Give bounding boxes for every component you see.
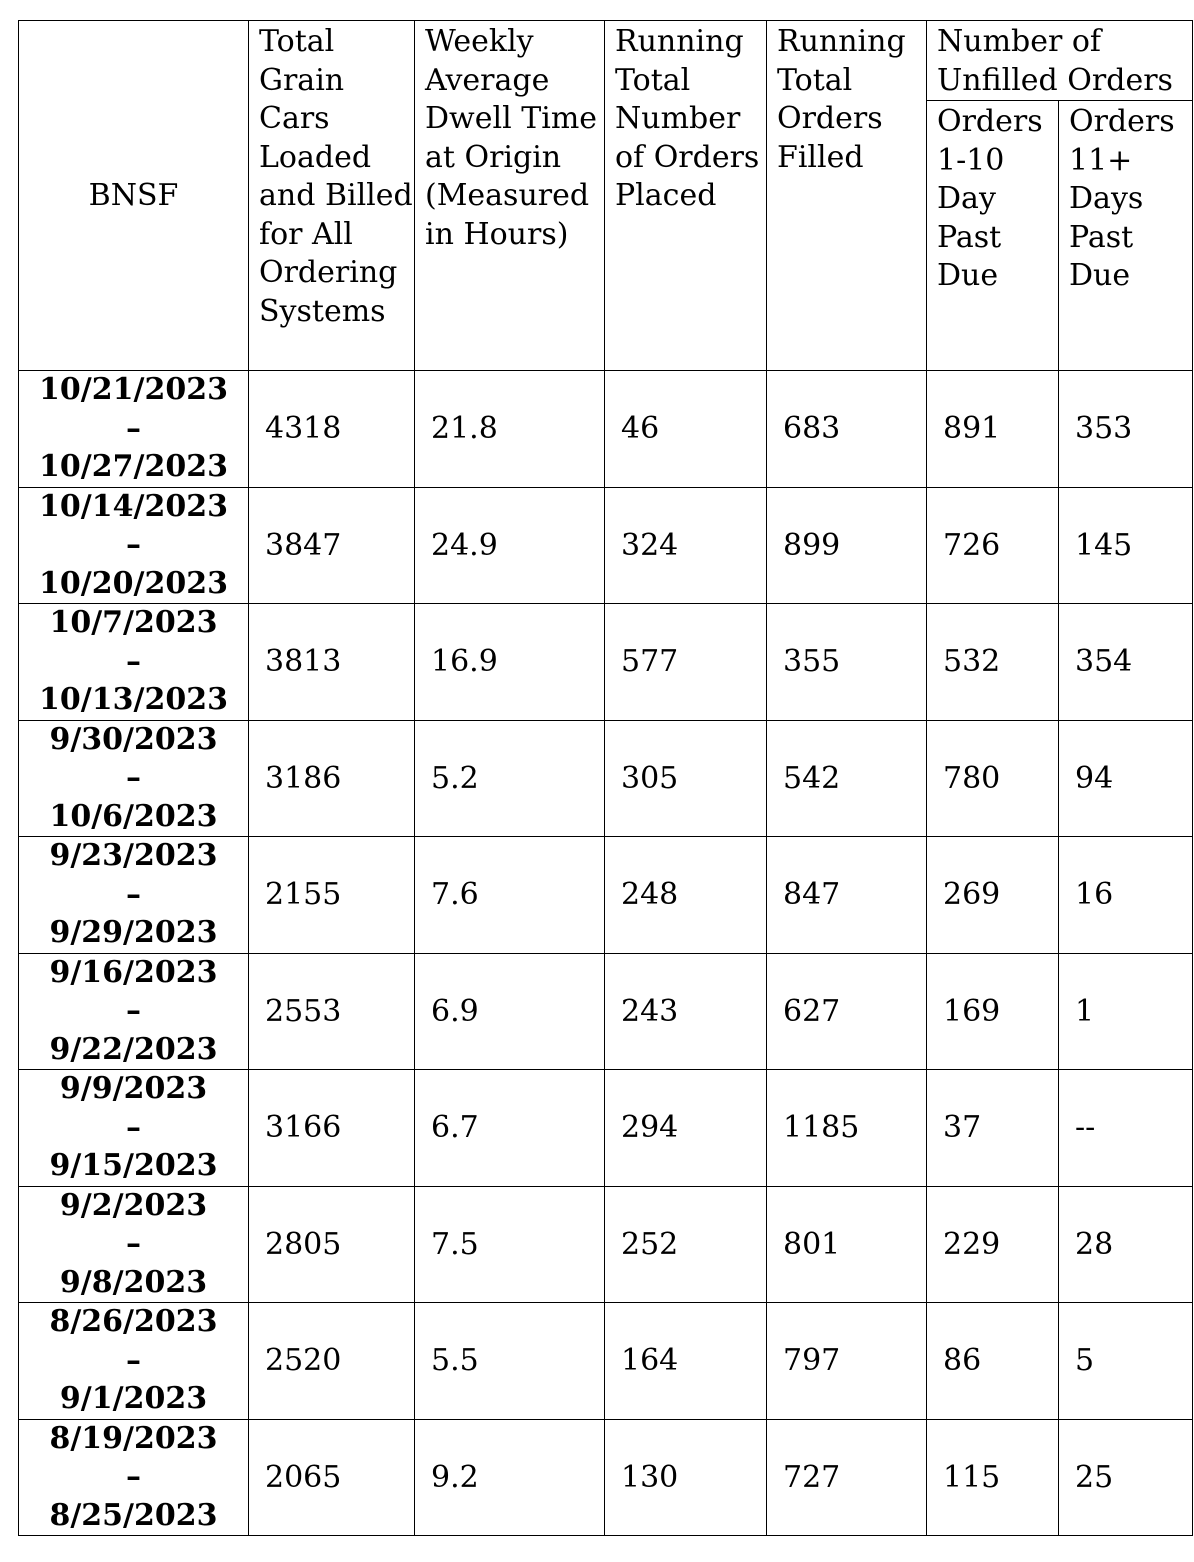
cell-dwell: 7.5 bbox=[415, 1186, 605, 1303]
date-range-cell bbox=[19, 1419, 249, 1536]
date-range-cell bbox=[19, 604, 249, 721]
header-past-due-11-plus: Orders 11+ Days Past Due bbox=[1059, 101, 1193, 371]
cell-past-due-1-10: 229 bbox=[927, 1186, 1059, 1303]
cell-dwell: 16.9 bbox=[415, 604, 605, 721]
header-row-1 bbox=[19, 21, 1193, 101]
cell-orders-filled: 727 bbox=[767, 1419, 927, 1536]
cell-dwell: 7.6 bbox=[415, 837, 605, 954]
cell-orders-placed: 294 bbox=[605, 1070, 767, 1187]
cell-total-cars: 4318 bbox=[249, 371, 415, 488]
date-range-cell bbox=[19, 371, 249, 488]
cell-past-due-11-plus: 353 bbox=[1059, 371, 1193, 488]
date-range-end: 9/1/2023 bbox=[59, 1381, 208, 1416]
table-row bbox=[19, 1303, 1193, 1420]
header-total-cars: Total Grain Cars Loaded and Billed for All Ordering Systems bbox=[249, 21, 415, 371]
table-row bbox=[19, 604, 1193, 721]
cell-orders-placed: 577 bbox=[605, 604, 767, 721]
cell-past-due-11-plus: 28 bbox=[1059, 1186, 1193, 1303]
cell-orders-filled: 355 bbox=[767, 604, 927, 721]
date-range-end: 10/13/2023 bbox=[39, 682, 228, 717]
cell-total-cars: 3847 bbox=[249, 487, 415, 604]
cell-orders-filled: 542 bbox=[767, 720, 927, 837]
cell-total-cars: 3186 bbox=[249, 720, 415, 837]
cell-past-due-1-10: 86 bbox=[927, 1303, 1059, 1420]
cell-orders-placed: 46 bbox=[605, 371, 767, 488]
table-row bbox=[19, 953, 1193, 1070]
date-range-cell bbox=[19, 1303, 249, 1420]
cell-orders-placed: 305 bbox=[605, 720, 767, 837]
date-range-start: 10/14/2023 bbox=[39, 488, 228, 524]
cell-total-cars: 2520 bbox=[249, 1303, 415, 1420]
header-orders-filled: Running Total Orders Filled bbox=[767, 21, 927, 371]
date-range-cell bbox=[19, 720, 249, 837]
cell-orders-filled: 627 bbox=[767, 953, 927, 1070]
date-range-start: 9/2/2023 bbox=[59, 1187, 208, 1223]
date-range-end: 9/15/2023 bbox=[49, 1148, 218, 1183]
header-dwell-time: Weekly Average Dwell Time at Origin (Measured in Hours) bbox=[415, 21, 605, 371]
cell-past-due-1-10: 532 bbox=[927, 604, 1059, 721]
grain-car-table bbox=[18, 20, 1193, 1536]
cell-orders-filled: 847 bbox=[767, 837, 927, 954]
header-bnsf: BNSF bbox=[19, 21, 249, 371]
cell-past-due-1-10: 891 bbox=[927, 371, 1059, 488]
date-range-sep: – bbox=[126, 1226, 141, 1261]
cell-total-cars: 3166 bbox=[249, 1070, 415, 1187]
date-range-sep: – bbox=[126, 1109, 141, 1145]
date-range-sep: – bbox=[126, 1342, 141, 1378]
cell-orders-placed: 324 bbox=[605, 487, 767, 604]
cell-orders-placed: 252 bbox=[605, 1186, 767, 1303]
date-range-start: 9/30/2023 bbox=[49, 721, 218, 757]
date-range-end: 10/20/2023 bbox=[39, 565, 228, 601]
date-range-start: 8/19/2023 bbox=[49, 1420, 218, 1456]
cell-dwell: 6.9 bbox=[415, 953, 605, 1070]
date-range-start: 9/16/2023 bbox=[49, 954, 218, 990]
date-range-sep: – bbox=[126, 760, 141, 795]
cell-orders-placed: 130 bbox=[605, 1419, 767, 1536]
date-range-cell bbox=[19, 837, 249, 954]
header-orders-placed: Running Total Number of Orders Placed bbox=[605, 21, 767, 371]
cell-orders-placed: 243 bbox=[605, 953, 767, 1070]
cell-past-due-1-10: 37 bbox=[927, 1070, 1059, 1187]
date-range-sep: – bbox=[126, 876, 141, 912]
cell-orders-filled: 797 bbox=[767, 1303, 927, 1420]
cell-dwell: 5.5 bbox=[415, 1303, 605, 1420]
date-range-start: 8/26/2023 bbox=[49, 1304, 218, 1339]
cell-total-cars: 2805 bbox=[249, 1186, 415, 1303]
table-row bbox=[19, 1419, 1193, 1536]
date-range-end: 9/8/2023 bbox=[59, 1264, 208, 1300]
date-range-end: 8/25/2023 bbox=[49, 1497, 218, 1533]
date-range-cell bbox=[19, 1070, 249, 1187]
cell-dwell: 6.7 bbox=[415, 1070, 605, 1187]
table-header bbox=[19, 21, 1193, 371]
cell-total-cars: 2155 bbox=[249, 837, 415, 954]
cell-past-due-1-10: 726 bbox=[927, 487, 1059, 604]
date-range-end: 10/6/2023 bbox=[49, 798, 218, 834]
date-range-end: 9/22/2023 bbox=[49, 1031, 218, 1067]
table-row bbox=[19, 487, 1193, 604]
date-range-start: 10/7/2023 bbox=[49, 605, 218, 640]
cell-dwell: 24.9 bbox=[415, 487, 605, 604]
table-row bbox=[19, 720, 1193, 837]
date-range-sep: – bbox=[126, 1459, 141, 1494]
cell-past-due-11-plus: 145 bbox=[1059, 487, 1193, 604]
cell-past-due-11-plus: 25 bbox=[1059, 1419, 1193, 1536]
cell-dwell: 9.2 bbox=[415, 1419, 605, 1536]
date-range-sep: – bbox=[126, 643, 141, 679]
cell-past-due-11-plus: 1 bbox=[1059, 953, 1193, 1070]
date-range-end: 9/29/2023 bbox=[49, 915, 218, 950]
date-range-end: 10/27/2023 bbox=[39, 449, 228, 484]
table-row bbox=[19, 1070, 1193, 1187]
date-range-start: 10/21/2023 bbox=[39, 372, 228, 407]
cell-dwell: 5.2 bbox=[415, 720, 605, 837]
date-range-sep: – bbox=[126, 410, 141, 446]
header-unfilled-orders: Number of Unfilled Orders bbox=[927, 21, 1193, 101]
date-range-cell bbox=[19, 487, 249, 604]
cell-orders-filled: 683 bbox=[767, 371, 927, 488]
cell-past-due-1-10: 780 bbox=[927, 720, 1059, 837]
date-range-sep: – bbox=[126, 527, 141, 562]
cell-past-due-1-10: 115 bbox=[927, 1419, 1059, 1536]
table-row bbox=[19, 371, 1193, 488]
cell-past-due-11-plus: 5 bbox=[1059, 1303, 1193, 1420]
cell-orders-filled: 801 bbox=[767, 1186, 927, 1303]
cell-past-due-1-10: 269 bbox=[927, 837, 1059, 954]
table-row bbox=[19, 1186, 1193, 1303]
cell-past-due-1-10: 169 bbox=[927, 953, 1059, 1070]
cell-past-due-11-plus: -- bbox=[1059, 1070, 1193, 1187]
date-range-start: 9/23/2023 bbox=[49, 838, 218, 873]
date-range-start: 9/9/2023 bbox=[59, 1071, 208, 1106]
header-past-due-1-10: Orders 1-10 Day Past Due bbox=[927, 101, 1059, 371]
cell-total-cars: 2065 bbox=[249, 1419, 415, 1536]
table-body bbox=[19, 371, 1193, 1536]
cell-total-cars: 3813 bbox=[249, 604, 415, 721]
date-range-cell bbox=[19, 953, 249, 1070]
cell-orders-placed: 248 bbox=[605, 837, 767, 954]
cell-orders-filled: 899 bbox=[767, 487, 927, 604]
date-range-cell bbox=[19, 1186, 249, 1303]
cell-past-due-11-plus: 16 bbox=[1059, 837, 1193, 954]
cell-dwell: 21.8 bbox=[415, 371, 605, 488]
cell-past-due-11-plus: 354 bbox=[1059, 604, 1193, 721]
date-range-sep: – bbox=[126, 993, 141, 1028]
cell-orders-placed: 164 bbox=[605, 1303, 767, 1420]
cell-past-due-11-plus: 94 bbox=[1059, 720, 1193, 837]
table-row bbox=[19, 837, 1193, 954]
cell-total-cars: 2553 bbox=[249, 953, 415, 1070]
cell-orders-filled: 1185 bbox=[767, 1070, 927, 1187]
